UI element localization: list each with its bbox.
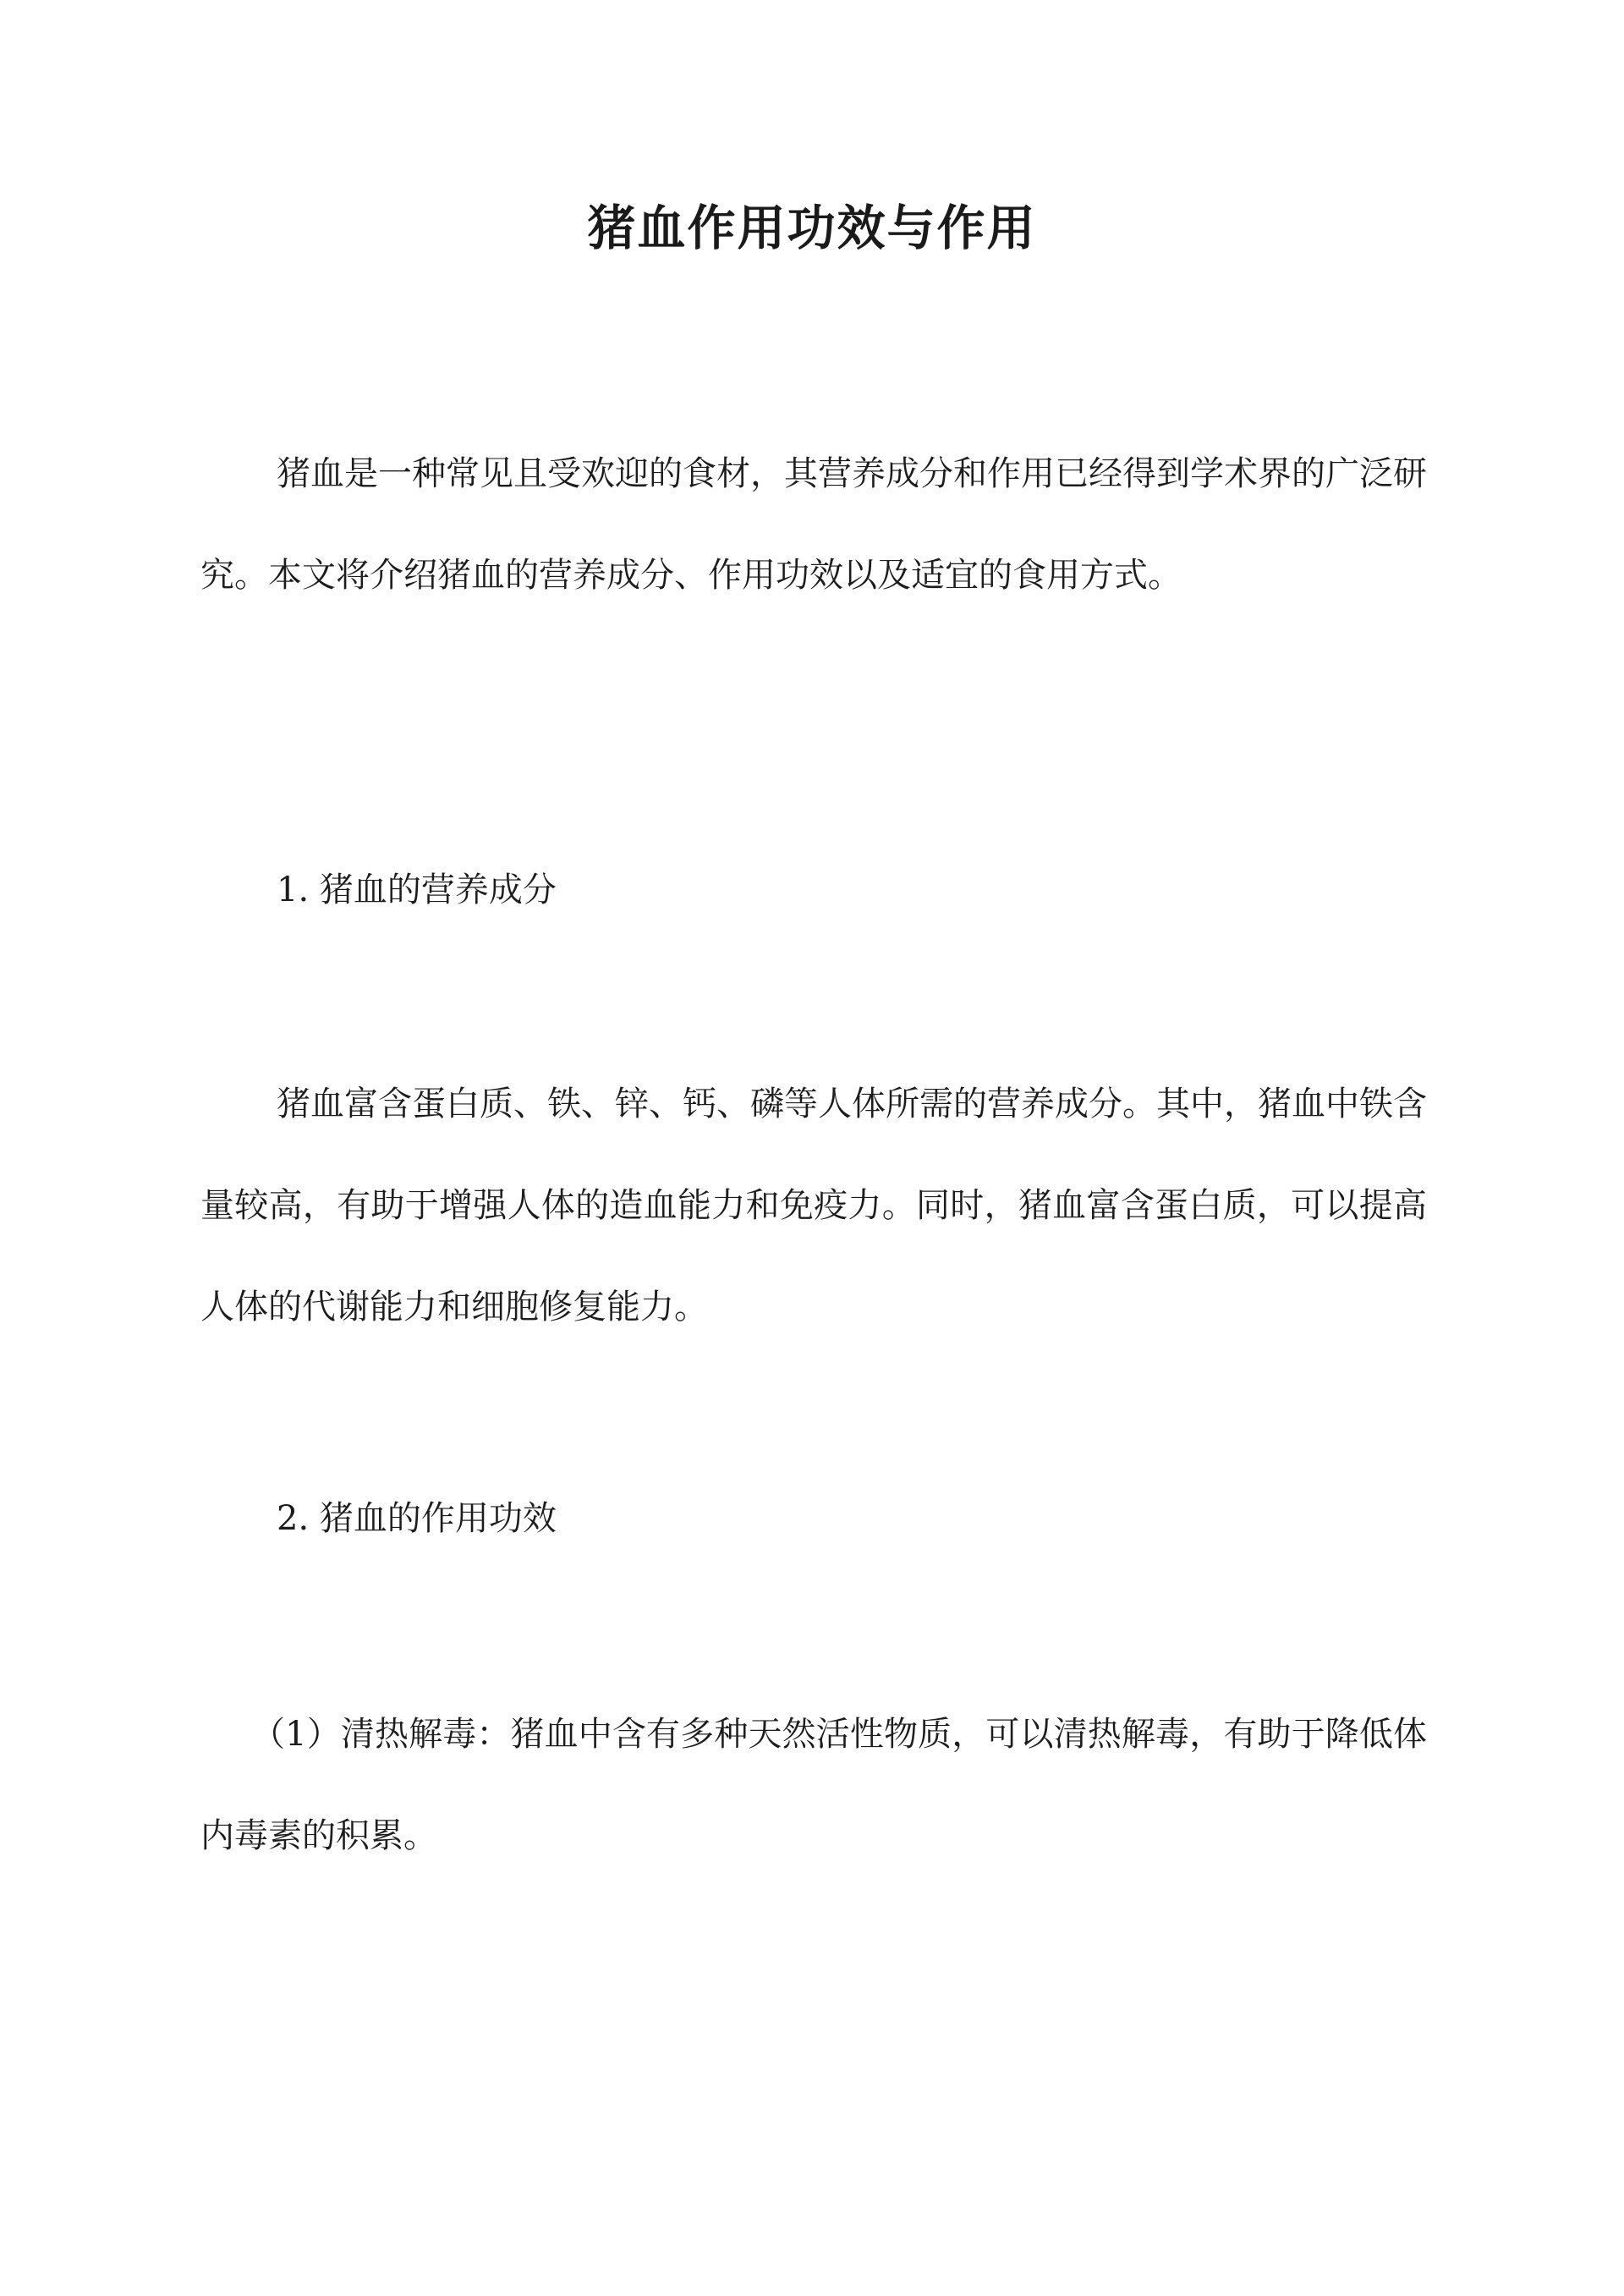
intro-paragraph: 猪血是一种常见且受欢迎的食材，其营养成分和作用已经得到学术界的广泛研究。本文将介绍猪血的营养成分、作用功效以及适宜的食用方式。: [200, 454, 1427, 595]
section-heading-effects: 2. 猪血的作用功效: [277, 1499, 557, 1538]
nutrition-paragraph: 猪血富含蛋白质、铁、锌、钙、磷等人体所需的营养成分。其中，猪血中铁含量较高，有助于增强人体的造血能力和免疫力。同时，猪血富含蛋白质，可以提高人体的代谢能力和细胞修复能力。: [200, 1085, 1427, 1327]
effect-item-detox: （1）清热解毒：猪血中含有多种天然活性物质，可以清热解毒，有助于降低体内毒素的积累。: [200, 1715, 1427, 1855]
section-heading-nutrition: 1. 猪血的营养成分: [277, 871, 557, 909]
document-title: 猪血作用功效与作用: [587, 200, 1037, 256]
